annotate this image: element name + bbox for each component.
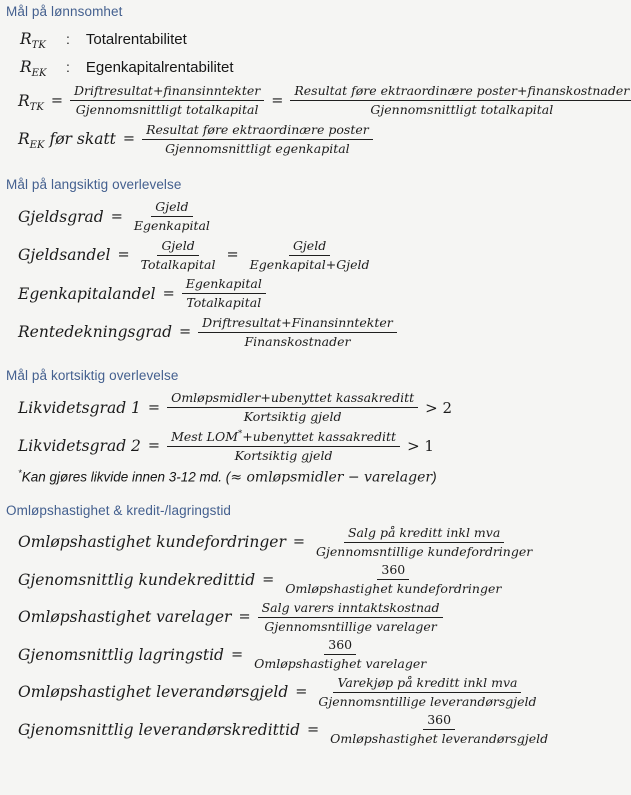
fraction-numerator: 360 (324, 637, 356, 655)
fraction-numerator: 360 (377, 562, 409, 580)
formula-lhs: Gjenomsnittlig lagringstid (18, 645, 224, 664)
formula-omlopshastighet-leverandorsgjeld (18, 675, 631, 711)
section-profitability (6, 4, 631, 157)
formula-lhs-symbol: $R_{EK}$ før skatt (18, 130, 116, 152)
formula-gjeldsgrad (18, 199, 631, 235)
formula-gjeldsandel (18, 238, 631, 274)
fraction-numerator: Driftresultat+finansinntekter (70, 83, 264, 101)
section-turnover (6, 503, 631, 748)
formula-lhs: Omløpshastighet varelager (18, 608, 232, 627)
symbol-subscript: TK (29, 101, 44, 113)
fraction-numerator: Egenkapital (182, 276, 266, 294)
formula-rek-for-skatt (18, 122, 631, 158)
section-shortterm (6, 368, 631, 486)
fraction-numerator: Salg på kreditt inkl mva (344, 525, 504, 543)
equals-sign: = (179, 324, 192, 341)
fraction-denominator: Finanskostnader (244, 333, 351, 349)
footnote-text: Kan gjøres likvide innen 3-12 md. ( (21, 469, 231, 485)
fraction-denominator: Totalkapital (186, 295, 262, 311)
equals-sign: = (238, 609, 251, 626)
section-longterm (6, 177, 631, 350)
symbol-rtk: $R_{TK}$ (20, 30, 46, 52)
symbol-subscript: EK (31, 68, 47, 80)
fraction-numerator: Resultat føre ektraordinære poster+finanskostnader (290, 83, 631, 101)
formula-rtk (18, 83, 631, 119)
definition-label: Totalrentabilitet (85, 30, 187, 48)
symbol-rek: $R_{EK}$ (20, 58, 47, 80)
formula-lagringstid (18, 637, 631, 673)
fraction (70, 83, 264, 119)
fraction-denominator: Kortsiktig gjeld (234, 447, 333, 463)
asterisk-superscript: * (238, 428, 243, 439)
symbol-subscript: TK (31, 40, 46, 52)
formula-lhs: Gjeldsgrad (18, 207, 104, 226)
section-title: Omløpshastighet & kredit-/lagringstid (6, 502, 232, 518)
equals-sign: = (295, 684, 308, 701)
equals-sign: = (307, 721, 320, 738)
equals-sign: = (147, 399, 161, 416)
fraction (182, 276, 266, 312)
section-title: Mål på lønnsomhet (6, 4, 123, 19)
footnote (18, 468, 631, 486)
section-title: Mål på kortsiktig overlevelse (6, 368, 179, 383)
formula-lhs: Rentedekningsgrad (18, 323, 173, 342)
formula-rentedekningsgrad (18, 315, 631, 351)
fraction-numerator: Salg varers inntaktskostnad (258, 600, 444, 618)
formula-lhs: Gjenomsnittlig leverandørskredittid (18, 720, 300, 739)
fraction-numerator: Gjeld (157, 238, 198, 256)
fraction-numerator: Mest LOM*+ubenyttet kassakreditt (167, 429, 400, 447)
definition-row-rek (20, 54, 631, 80)
inequality-suffix: > 2 (425, 398, 453, 417)
equals-sign: = (292, 534, 306, 551)
fraction (326, 712, 552, 748)
formula-lhs: Egenkapitalandel (18, 284, 156, 303)
formula-lhs: Gjenomsnittlig kundekredittid (18, 570, 256, 589)
definition-row-rtk (20, 26, 631, 52)
definition-label: Egenkapitalrentabilitet (85, 58, 234, 76)
fraction-denominator: Egenkapital+Gjeld (249, 256, 370, 272)
fraction-denominator: Omløpshastighet varelager (254, 656, 427, 672)
footnote-math: ≈ omløpsmidler − varelager (230, 469, 433, 486)
equals-sign: = (262, 571, 275, 588)
fraction (250, 637, 430, 673)
fraction-denominator: Egenkapital (133, 218, 210, 234)
symbol-subscript: EK (29, 140, 45, 152)
fraction-denominator: Omløpshastighet kundefordringer (285, 581, 502, 597)
fraction-numerator: Omløpsmidler+ubenyttet kassakreditt (167, 390, 418, 408)
footnote-star: * (18, 468, 22, 479)
fraction (198, 315, 397, 351)
equals-sign: = (147, 438, 161, 455)
fraction-denominator: Kortsiktig gjeld (243, 409, 342, 425)
equals-sign: = (110, 208, 123, 225)
formula-egenkapitalandel (18, 276, 631, 312)
formula-lhs: Likvidetsgrad 2 (18, 437, 141, 456)
formula-omlopshastighet-varelager (18, 600, 631, 636)
fraction (312, 525, 536, 561)
fraction-numerator: Gjeld (289, 238, 330, 256)
equals-sign: = (230, 646, 244, 663)
fraction-denominator: Totalkapital (140, 256, 216, 272)
fraction-denominator: Gjennomsnittligt egenkapital (165, 140, 350, 156)
formula-likvidetsgrad-1 (18, 390, 631, 426)
fraction-numerator: 360 (423, 712, 455, 730)
formula-lhs: Omløpshastighet kundefordringer (18, 533, 286, 552)
colon-separator: : (66, 31, 70, 47)
formula-kundekredittid (18, 562, 631, 598)
footnote-close-paren: ) (432, 469, 437, 485)
fraction (130, 199, 214, 235)
equals-sign: = (50, 92, 63, 109)
formula-leverandorskredittid (18, 712, 631, 748)
fraction (142, 122, 373, 158)
fraction-denominator: Gjennomsntillige leverandørsgjeld (318, 693, 537, 709)
equals-sign: = (226, 247, 239, 264)
formula-lhs: Likvidetsgrad 1 (18, 398, 141, 417)
inequality-suffix: > 1 (407, 437, 434, 456)
fraction-denominator: Omløpshastighet leverandørsgjeld (330, 731, 549, 747)
fraction (137, 238, 220, 274)
fraction-numerator: Resultat føre ektraordinære poster (142, 122, 373, 140)
fraction-numerator: Driftresultat+Finansinntekter (198, 315, 397, 333)
formula-lhs: Omløpshastighet leverandørsgjeld (18, 683, 289, 702)
formula-lhs-text: før skatt (49, 130, 116, 149)
formula-lhs-symbol: $R_{TK}$ (18, 91, 44, 113)
formula-omlopshastighet-kundefordringer (18, 525, 631, 561)
formula-lhs: Gjeldsandel (18, 246, 111, 265)
fraction (258, 600, 444, 636)
equals-sign: = (117, 247, 130, 264)
fraction (167, 429, 400, 465)
fraction-numerator: Gjeld (151, 199, 192, 217)
fraction-denominator: Gjennomsntillige varelager (264, 618, 437, 634)
fraction (281, 562, 505, 598)
fraction (290, 83, 631, 119)
equals-sign: = (162, 285, 175, 302)
fraction (246, 238, 374, 274)
section-title: Mål på langsiktig overlevelse (6, 177, 182, 192)
colon-separator: : (66, 59, 70, 75)
fraction-numerator: Varekjøp på kreditt inkl mva (333, 675, 521, 693)
formula-likvidetsgrad-2 (18, 429, 631, 465)
equals-sign: = (271, 92, 284, 109)
fraction-denominator: Gjennomsnittligt totalkapital (370, 102, 554, 118)
fraction (314, 675, 540, 711)
fraction-denominator: Gjennomsnittligt totalkapital (75, 102, 259, 118)
equals-sign: = (122, 131, 136, 148)
fraction-denominator: Gjennomsntillige kundefordringer (316, 543, 533, 559)
fraction (167, 390, 418, 426)
